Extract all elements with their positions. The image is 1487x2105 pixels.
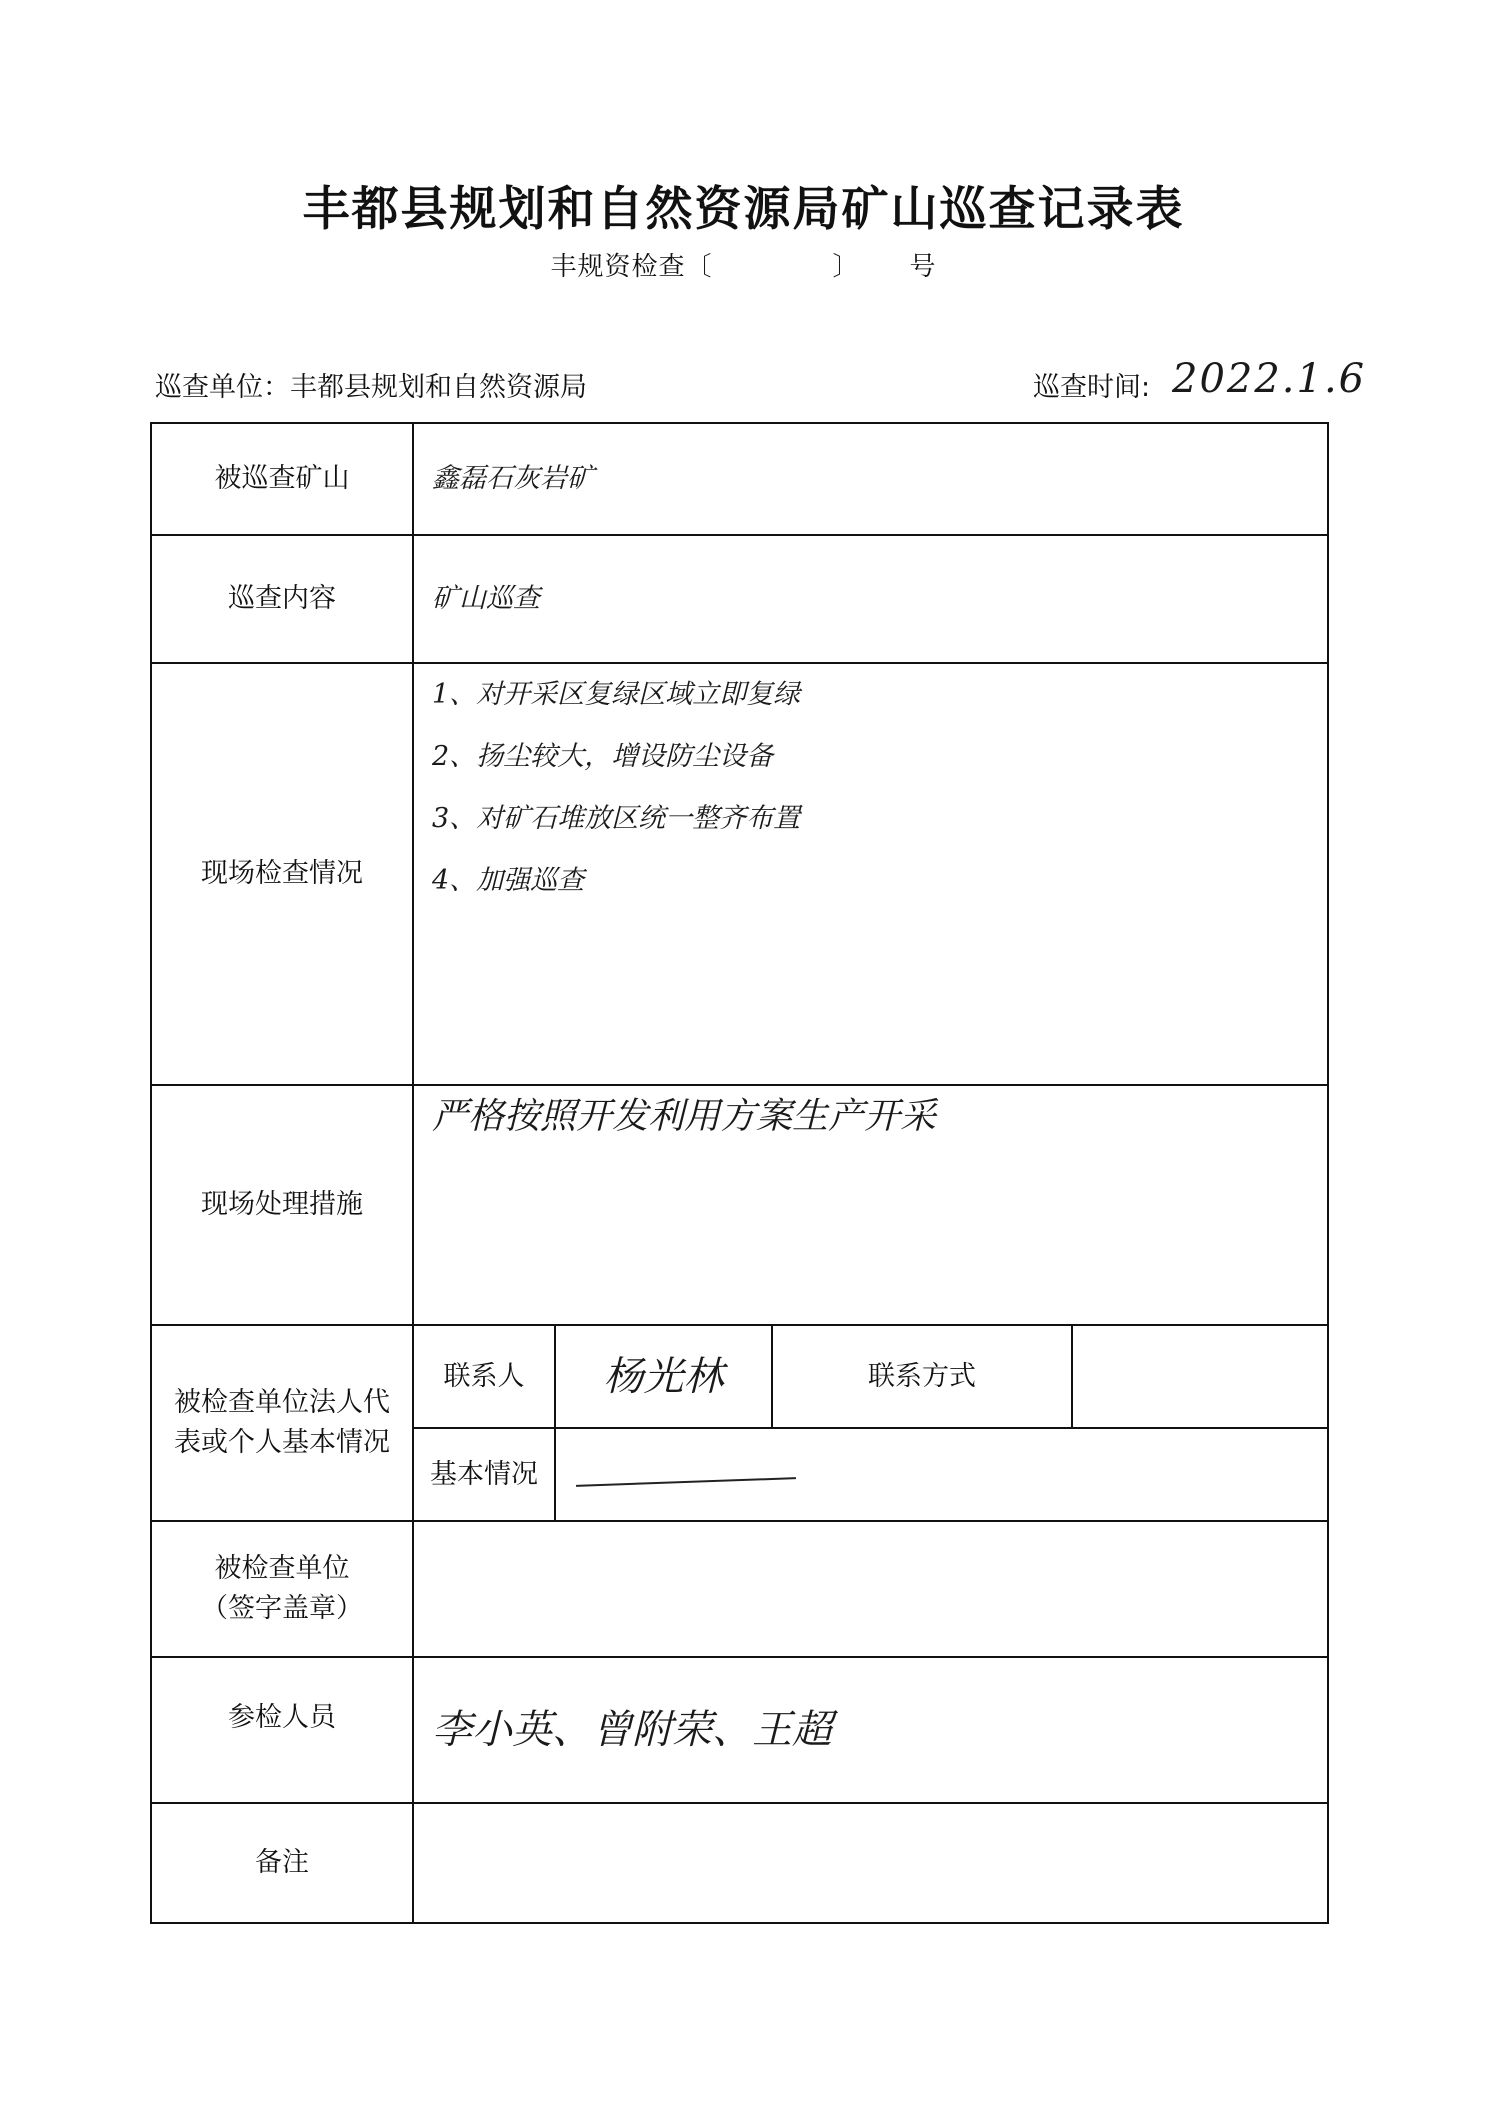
row-mine bbox=[151, 423, 1328, 535]
inspection-unit-label: 巡查单位： bbox=[155, 372, 290, 403]
inspection-form-table bbox=[150, 422, 1329, 1924]
inspection-item: 3、对矿石堆放区统一整齐布置 bbox=[432, 803, 801, 834]
sign-label-line1: 被检查单位 bbox=[214, 1553, 350, 1584]
document-title: 丰都县规划和自然资源局矿山巡查记录表 bbox=[302, 182, 1185, 237]
contact-label: 联系人 bbox=[413, 1325, 555, 1428]
row-inspectors bbox=[151, 1657, 1328, 1803]
basic-label: 基本情况 bbox=[413, 1428, 555, 1521]
row-content bbox=[151, 535, 1328, 663]
person-label-text: 被检查单位法人代表或个人基本情况 bbox=[174, 1387, 390, 1458]
inspection-time-value: 2022.1.6 bbox=[1172, 356, 1367, 402]
content-label: 巡查内容 bbox=[151, 535, 413, 663]
mine-value: 鑫磊石灰岩矿 bbox=[413, 423, 1328, 535]
sign-label-line2: （签字盖章） bbox=[201, 1593, 363, 1624]
person-label bbox=[151, 1325, 413, 1521]
inspection-item: 1、对开采区复绿区域立即复绿 bbox=[432, 679, 801, 710]
inspection-item: 4、加强巡查 bbox=[432, 865, 585, 896]
row-inspection bbox=[151, 663, 1328, 1085]
doc-number-suffix: 号 bbox=[909, 252, 937, 282]
remarks-label: 备注 bbox=[151, 1803, 413, 1923]
inspection-label: 现场检查情况 bbox=[151, 663, 413, 1085]
content-value: 矿山巡查 bbox=[413, 535, 1328, 663]
row-contact bbox=[151, 1325, 1328, 1428]
doc-number-prefix: 丰规资检查〔 bbox=[550, 252, 713, 282]
inspection-unit bbox=[155, 365, 587, 404]
inspection-items bbox=[413, 663, 1328, 1085]
inspection-unit-value: 丰都县规划和自然资源局 bbox=[290, 372, 587, 403]
doc-number-close: 〕 bbox=[832, 252, 860, 282]
inspection-time-label: 巡查时间: bbox=[1033, 372, 1151, 403]
row-measures bbox=[151, 1085, 1328, 1325]
document-number bbox=[0, 246, 1487, 283]
row-signature bbox=[151, 1521, 1328, 1657]
row-remarks bbox=[151, 1803, 1328, 1923]
remarks-value bbox=[413, 1803, 1328, 1923]
sign-label bbox=[151, 1521, 413, 1657]
basic-value bbox=[555, 1428, 1328, 1521]
measures-value: 严格按照开发利用方案生产开采 bbox=[413, 1085, 1328, 1325]
mine-label: 被巡查矿山 bbox=[151, 423, 413, 535]
inspectors-value: 李小英、曾附荣、王超 bbox=[413, 1657, 1328, 1803]
contact-method-value bbox=[1072, 1325, 1328, 1428]
basic-value-stroke bbox=[576, 1477, 796, 1487]
measures-label: 现场处理措施 bbox=[151, 1085, 413, 1325]
contact-method-label: 联系方式 bbox=[772, 1325, 1072, 1428]
inspection-item: 2、扬尘较大，增设防尘设备 bbox=[432, 741, 774, 772]
contact-value: 杨光林 bbox=[555, 1325, 772, 1428]
sign-value bbox=[413, 1521, 1328, 1657]
inspectors-label: 参检人员 bbox=[151, 1657, 413, 1803]
